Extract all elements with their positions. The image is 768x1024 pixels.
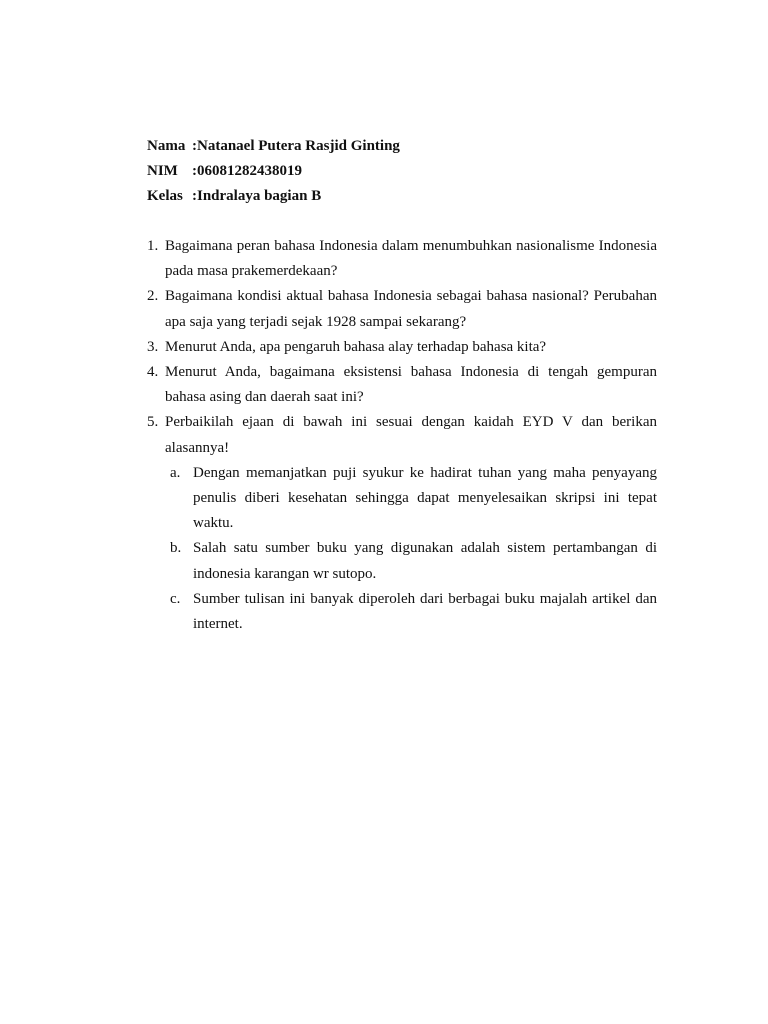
question-item	[147, 234, 657, 284]
question-number: 5.	[147, 414, 159, 431]
question-text: Menurut Anda, bagaimana eksistensi bahasa Indonesia di tengah gempuran bahasa asing dan daerah saat ini?	[165, 364, 657, 406]
question-item	[147, 335, 657, 360]
class-row	[147, 184, 400, 209]
student-identity	[147, 134, 400, 209]
class-value: :Indralaya bagian B	[192, 188, 322, 204]
question-number: 2.	[147, 288, 159, 305]
question-item	[147, 360, 657, 410]
name-value: :Natanael Putera Rasjid Ginting	[192, 138, 400, 154]
sub-question-item	[165, 587, 657, 637]
question-item	[147, 410, 657, 637]
question-text: Bagaimana kondisi aktual bahasa Indonesia sebagai bahasa nasional? Perubahan apa saja yang terjadi sejak 1928 sampai sekarang?	[165, 288, 657, 330]
sub-question-letter: b.	[170, 540, 182, 557]
question-item	[147, 284, 657, 334]
question-text: Perbaikilah ejaan di bawah ini sesuai dengan kaidah EYD V dan berikan alasannya!	[165, 414, 657, 456]
nim-value: :06081282438019	[192, 163, 302, 179]
nim-label: NIM	[147, 163, 178, 179]
sub-question-text: Salah satu sumber buku yang digunakan adalah sistem pertambangan di indonesia karangan wr sutopo.	[193, 540, 657, 582]
question-list	[147, 234, 657, 637]
sub-question-item	[165, 536, 657, 586]
sub-question-list	[165, 461, 657, 637]
sub-question-letter: a.	[170, 464, 181, 481]
name-label: Nama	[147, 138, 186, 154]
sub-question-text: Dengan memanjatkan puji syukur ke hadirat tuhan yang maha penyayang penulis diberi kesehatan sehingga dapat menyelesaikan skripsi ini tepat waktu.	[193, 464, 657, 532]
nim-row	[147, 159, 400, 184]
question-number: 3.	[147, 338, 159, 355]
name-row	[147, 134, 400, 159]
sub-question-letter: c.	[170, 590, 181, 607]
question-number: 4.	[147, 364, 159, 381]
question-number: 1.	[147, 238, 159, 254]
sub-question-text: Sumber tulisan ini banyak diperoleh dari berbagai buku majalah artikel dan internet.	[193, 590, 657, 633]
class-label: Kelas	[147, 188, 183, 204]
question-text: Menurut Anda, apa pengaruh bahasa alay terhadap bahasa kita?	[165, 338, 547, 355]
question-text: Bagaimana peran bahasa Indonesia dalam menumbuhkan nasionalisme Indonesia pada masa prakemerdekaan?	[165, 238, 657, 280]
sub-question-item	[165, 461, 657, 537]
